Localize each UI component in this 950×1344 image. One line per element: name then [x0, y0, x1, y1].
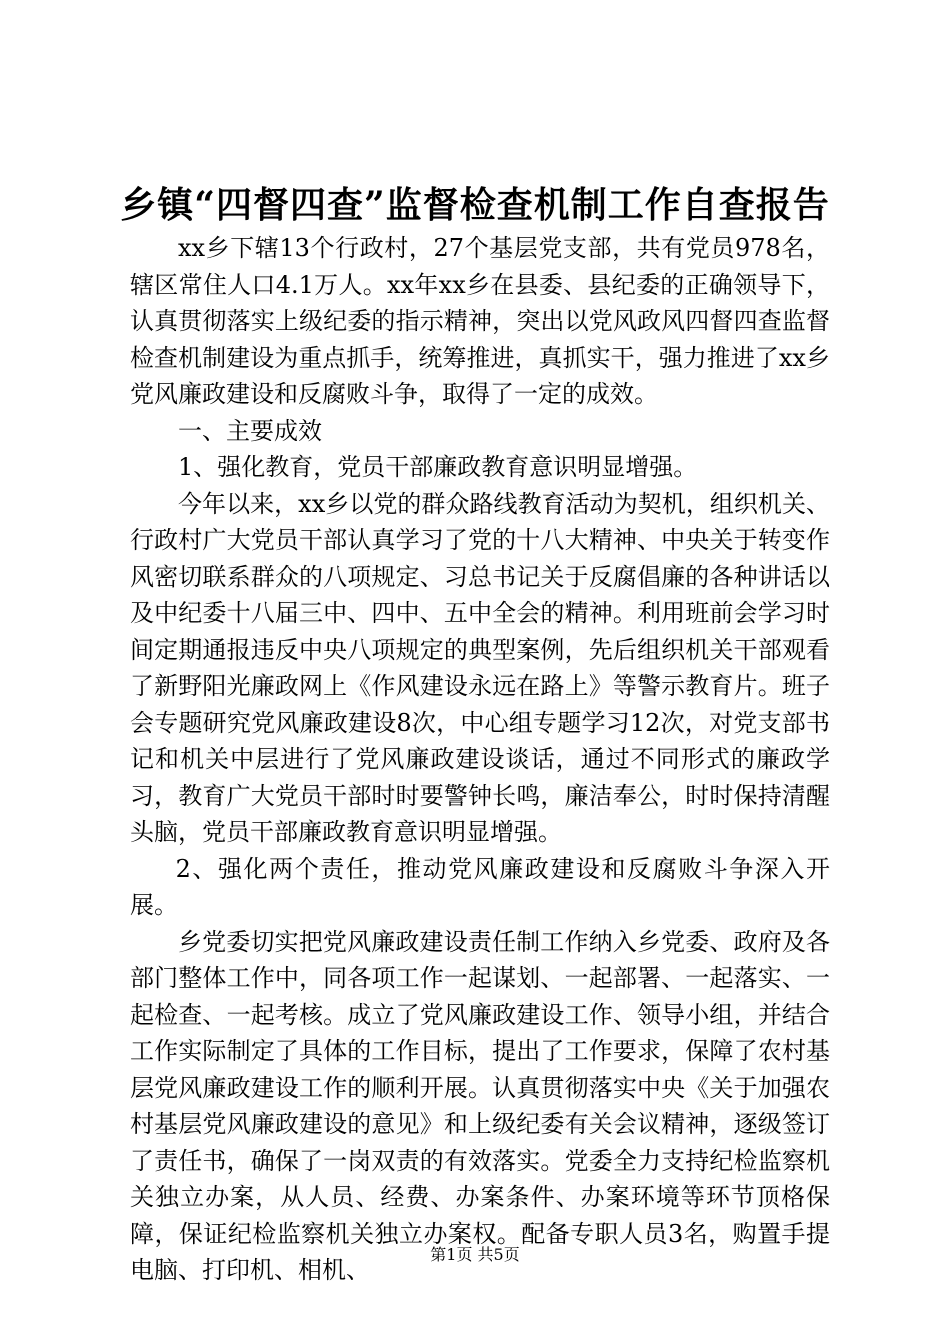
paragraph-education: 今年以来，xx乡以党的群众路线教育活动为契机，组织机关、行政村广大党员干部认真学习了党的十八大精神、中央关于转变作风密切联系群众的八项规定、习总书记关于反腐倡廉的各种讲话以及中纪委十八届三中、四中、五中全会的精神。利用班前会学习时间定期通报违反中央八项规定的典型案例，先后组织机关干部观看了新野阳光廉政网上《作风建设永远在路上》等警示教育片。班子会专题研究党风廉政建设8次，中心组专题学习12次，对党支部书记和机关中层进行了党风廉政建设谈话，通过不同形式的廉政学习，教育广大党员干部时时要警钟长鸣，廉洁奉公，时时保持清醒头脑，党员干部廉政教育意识明显增强。	[130, 489, 830, 846]
document-title: 乡镇“四督四查”监督检查机制工作自查报告	[120, 184, 830, 226]
paragraph-responsibility: 乡党委切实把党风廉政建设责任制工作纳入乡党委、政府及各部门整体工作中，同各项工作一起谋划、一起部署、一起落实、一起检查、一起考核。成立了党风廉政建设工作、领导小组，并结合工作实际制定了具体的工作目标，提出了工作要求，保障了农村基层党风廉政建设工作的顺利开展。认真贯彻落实中央《关于加强农村基层党风廉政建设的意见》和上级纪委有关会议精神，逐级签订了责任书，确保了一岗双责的有效落实。党委全力支持纪检监察机关独立办案，从人员、经费、办案条件、办案环境等环节顶格保障，保证纪检监察机关独立办案权。配备专职人员3名，购置手提电脑、打印机、相机、	[130, 927, 830, 1284]
subheading-responsibility: 2、强化两个责任，推动党风廉政建设和反腐败斗争深入开展。	[130, 854, 830, 919]
document-body	[130, 230, 830, 1289]
section-heading-main-results: 一、主要成效	[178, 416, 322, 445]
paragraph-intro: xx乡下辖13个行政村，27个基层党支部，共有党员978名，辖区常住人口4.1万人。xx年xx乡在县委、县纪委的正确领导下，认真贯彻落实上级纪委的指示精神，突出以党风政风四督四查监督检查机制建设为重点抓手，统筹推进，真抓实干，强力推进了xx乡党风廉政建设和反腐败斗争，取得了一定的成效。	[130, 234, 830, 408]
subheading-education: 1、强化教育，党员干部廉政教育意识明显增强。	[178, 453, 698, 481]
page-number-footer: 第1页 共5页	[430, 1245, 520, 1264]
